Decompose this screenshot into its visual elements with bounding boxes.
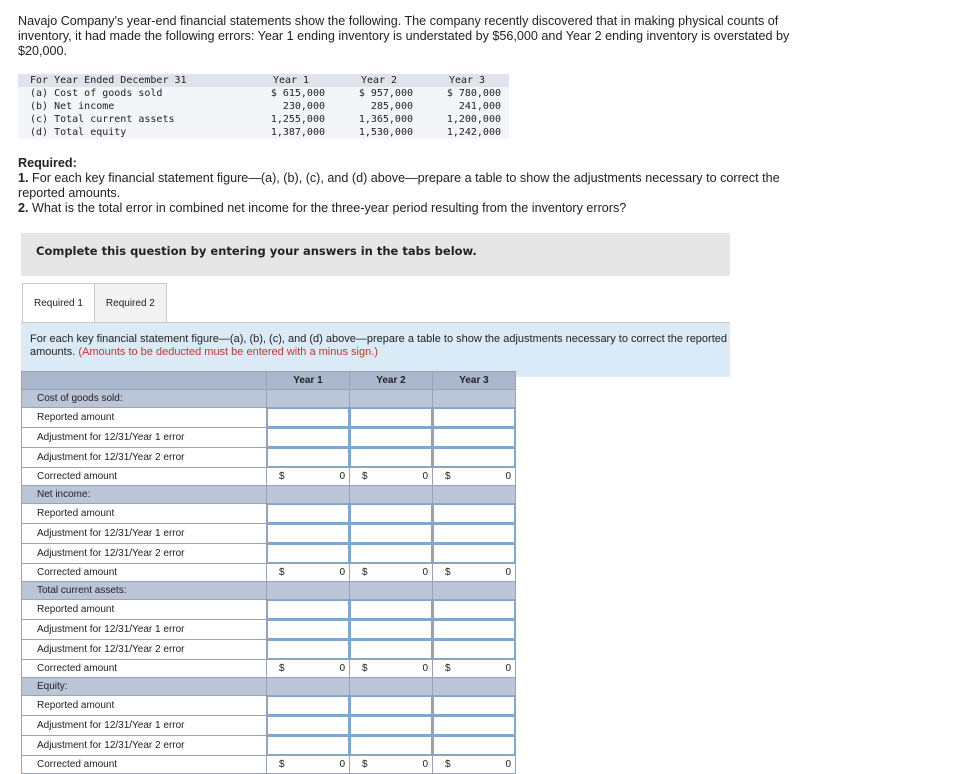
amount-input[interactable] [350,716,432,735]
amount-input[interactable] [267,448,349,467]
section-filler [267,678,350,696]
amount-input[interactable] [433,716,515,735]
amount-cell [433,448,516,468]
currency-symbol: $ [279,567,285,578]
amount-input[interactable] [267,408,349,427]
column-header: Year 3 [433,372,516,390]
row-label: Adjustment for 12/31/Year 1 error [22,524,267,544]
amount-cell [267,600,350,620]
table-row [22,620,516,640]
amount-input[interactable] [267,524,349,543]
currency-symbol: $ [445,663,451,674]
table-row [22,524,516,544]
given-row [18,126,509,139]
amount-input[interactable] [433,696,515,715]
row-label: Adjustment for 12/31/Year 2 error [22,640,267,660]
problem-intro: Navajo Company's year-end financial statements show the following. The company recently discovered that in making physical counts of inventory, it had made the following errors: Year 1 ending inventory is understated by $56,000 and Year 2 ending inventory is overstated by $20,000. [18,14,790,58]
given-data-table [18,74,509,139]
amount-cell [350,448,433,468]
total-value: 0 [505,567,511,578]
row-label: Corrected amount [22,564,267,582]
table-row [22,408,516,428]
amount-input[interactable] [350,428,432,447]
amount-cell [433,716,516,736]
given-value: 1,365,000 [333,113,421,126]
currency-symbol: $ [445,567,451,578]
given-row-label: (c) Total current assets [18,113,245,126]
given-row [18,100,509,113]
amount-cell [350,408,433,428]
given-value: 241,000 [421,100,509,113]
given-value: 1,530,000 [333,126,421,139]
amount-input[interactable] [350,696,432,715]
tab-required-2[interactable]: Required 2 [95,283,167,324]
amount-cell [433,640,516,660]
amount-input[interactable] [350,524,432,543]
row-label: Reported amount [22,408,267,428]
amount-cell [267,544,350,564]
instruction-banner: Complete this question by entering your answers in the tabs below. [21,233,730,276]
section-row [22,486,516,504]
row-label: Adjustment for 12/31/Year 1 error [22,428,267,448]
row-label: Reported amount [22,504,267,524]
row-label: Corrected amount [22,660,267,678]
amount-input[interactable] [433,428,515,447]
instructions-text: For each key financial statement figure—(a), (b), (c), and (d) above—prepare a table to show the adjustments necessary to correct the reported amounts. [30,333,728,358]
table-row [22,448,516,468]
table-row [22,736,516,756]
required-heading: Required: [18,156,77,170]
amount-cell [350,696,433,716]
given-value: 1,387,000 [245,126,333,139]
section-filler [433,390,516,408]
amount-input[interactable] [350,600,432,619]
row-label: Adjustment for 12/31/Year 1 error [22,716,267,736]
amount-cell [433,544,516,564]
amount-cell [433,620,516,640]
section-filler [267,390,350,408]
amount-input[interactable] [267,696,349,715]
given-value: 230,000 [245,100,333,113]
corrected-total [267,660,350,678]
amount-input[interactable] [267,620,349,639]
currency-symbol: $ [445,759,451,770]
amount-input[interactable] [350,504,432,523]
amount-input[interactable] [433,504,515,523]
currency-symbol: $ [362,759,368,770]
table-row [22,716,516,736]
currency-symbol: $ [362,567,368,578]
given-value: $ 615,000 [245,87,333,100]
amount-cell [267,428,350,448]
section-filler [433,486,516,504]
amount-cell [267,736,350,756]
amount-cell [433,696,516,716]
amount-input[interactable] [433,620,515,639]
amount-input[interactable] [350,448,432,467]
currency-symbol: $ [362,471,368,482]
amount-cell [433,524,516,544]
amount-input[interactable] [433,408,515,427]
section-filler [433,678,516,696]
currency-symbol: $ [362,663,368,674]
section-filler [267,486,350,504]
row-label: Reported amount [22,600,267,620]
amount-input[interactable] [433,448,515,467]
section-filler [350,582,433,600]
section-row [22,678,516,696]
table-row [22,468,516,486]
corrected-total [350,660,433,678]
given-header: Year 3 [421,74,509,87]
total-value: 0 [422,471,428,482]
given-header: For Year Ended December 31 [18,74,245,87]
amount-cell [350,544,433,564]
row-label: Adjustment for 12/31/Year 2 error [22,736,267,756]
amount-cell [267,640,350,660]
total-value: 0 [505,759,511,770]
corrected-total [433,756,516,774]
amount-input[interactable] [433,524,515,543]
amount-input[interactable] [350,408,432,427]
corrected-total [267,756,350,774]
amount-input[interactable] [350,640,432,659]
corrected-total [433,660,516,678]
corrected-total [267,564,350,582]
section-label: Total current assets: [22,582,267,600]
amount-input[interactable] [350,620,432,639]
amount-input[interactable] [267,736,349,755]
amount-input[interactable] [267,428,349,447]
total-value: 0 [339,471,345,482]
amount-cell [433,408,516,428]
corrected-total [267,468,350,486]
required-item-1: 1. For each key financial statement figure—(a), (b), (c), and (d) above—prepare a table to show the adjustments necessary to correct the reported amounts. [18,171,780,200]
given-row-label: (d) Total equity [18,126,245,139]
given-value: 1,242,000 [421,126,509,139]
amount-input[interactable] [267,640,349,659]
corrected-total [350,756,433,774]
tab-required-1[interactable]: Required 1 [22,283,95,325]
answer-table [21,371,516,774]
table-row [22,696,516,716]
corrected-total [433,564,516,582]
section-filler [350,486,433,504]
instructions-note: (Amounts to be deducted must be entered with a minus sign.) [78,346,378,358]
amount-input[interactable] [267,504,349,523]
given-header: Year 2 [333,74,421,87]
amount-cell [267,524,350,544]
amount-input[interactable] [267,544,349,563]
tab-bar [22,283,167,323]
amount-cell [350,736,433,756]
currency-symbol: $ [445,471,451,482]
given-value: $ 957,000 [333,87,421,100]
required-section [18,156,818,216]
table-row [22,544,516,564]
amount-input[interactable] [267,716,349,735]
amount-input[interactable] [267,600,349,619]
amount-cell [267,504,350,524]
section-label: Equity: [22,678,267,696]
table-row [22,428,516,448]
row-label: Adjustment for 12/31/Year 2 error [22,448,267,468]
total-value: 0 [339,567,345,578]
section-row [22,582,516,600]
given-row [18,113,509,126]
section-label: Net income: [22,486,267,504]
corrected-total [433,468,516,486]
given-header: Year 1 [245,74,333,87]
total-value: 0 [505,663,511,674]
corrected-total [350,564,433,582]
amount-cell [267,716,350,736]
amount-cell [350,600,433,620]
amount-cell [267,408,350,428]
total-value: 0 [505,471,511,482]
amount-input[interactable] [433,640,515,659]
amount-input[interactable] [350,736,432,755]
currency-symbol: $ [279,663,285,674]
amount-cell [267,620,350,640]
table-row [22,504,516,524]
currency-symbol: $ [279,759,285,770]
section-label: Cost of goods sold: [22,390,267,408]
row-label: Corrected amount [22,756,267,774]
amount-cell [433,736,516,756]
amount-cell [350,620,433,640]
amount-input[interactable] [350,544,432,563]
given-row-label: (a) Cost of goods sold [18,87,245,100]
section-filler [350,390,433,408]
section-filler [350,678,433,696]
corner-header [22,372,267,390]
amount-input[interactable] [433,600,515,619]
table-row [22,564,516,582]
total-value: 0 [339,759,345,770]
amount-input[interactable] [433,544,515,563]
given-value: 1,200,000 [421,113,509,126]
section-filler [433,582,516,600]
section-row [22,390,516,408]
table-row [22,640,516,660]
row-label: Corrected amount [22,468,267,486]
amount-input[interactable] [433,736,515,755]
amount-cell [433,504,516,524]
corrected-total [350,468,433,486]
row-label: Adjustment for 12/31/Year 2 error [22,544,267,564]
given-row-label: (b) Net income [18,100,245,113]
amount-cell [350,716,433,736]
total-value: 0 [422,663,428,674]
section-filler [267,582,350,600]
total-value: 0 [422,759,428,770]
row-label: Reported amount [22,696,267,716]
table-row [22,660,516,678]
table-row [22,600,516,620]
amount-cell [433,428,516,448]
amount-cell [350,428,433,448]
given-value: $ 780,000 [421,87,509,100]
amount-cell [350,640,433,660]
row-label: Adjustment for 12/31/Year 1 error [22,620,267,640]
table-row [22,756,516,774]
total-value: 0 [339,663,345,674]
column-header: Year 1 [267,372,350,390]
column-header: Year 2 [350,372,433,390]
amount-cell [267,696,350,716]
amount-cell [350,504,433,524]
given-row [18,87,509,100]
amount-cell [350,524,433,544]
given-value: 285,000 [333,100,421,113]
amount-cell [433,600,516,620]
amount-cell [267,448,350,468]
given-value: 1,255,000 [245,113,333,126]
currency-symbol: $ [279,471,285,482]
instructions-panel [21,322,730,377]
total-value: 0 [422,567,428,578]
required-item-2: 2. What is the total error in combined net income for the three-year period resulting from the inventory errors? [18,201,627,215]
